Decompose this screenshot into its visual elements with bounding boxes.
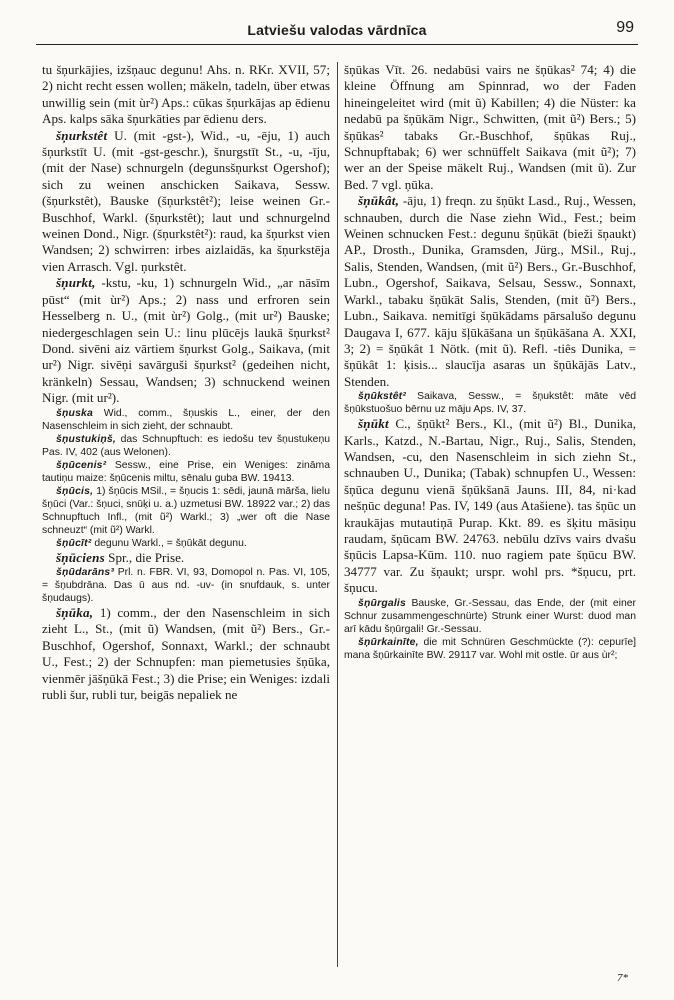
entry-text: Bauske, Gr.-Sessau, das Ende, der (mit einer Schnur zusammengeschnürte) Strunk einer Wurst: duod man arī kādu šņūrgali! Gr.-Sessau. <box>344 597 636 635</box>
entry-text: tu šņurkājies, izšņauc degunu! Ahs. n. RKr. XVII, 57; 2) nicht recht essen wollen; mäkeln, tadeln, über etwas unwillig sein (mit ùr²) Aps.: cūkas šņurkājas ap ēdienu Aps. kalps sāka šņurkāties par ēdienu ders. <box>42 62 330 127</box>
dictionary-entry <box>42 433 330 459</box>
dictionary-entry <box>42 485 330 537</box>
dictionary-title: Latviešu valodas vārdnīca <box>247 22 427 38</box>
entry-text: 1) comm., der den Nasenschleim in sich zieht L., St., (mit ũ) Wandsen, (mit ũ²) Bers., Gr.-Buschhof, Ogershof, Sonnaxt, Warkl.; der schnaubt U., Fest.; 2) der Schnupfen: man piemetusies šņūka, vienmēr jāšņūkā Fest.; 3) die Prise; ein Weniges: izdali rubli šur, rubli tur, beigās nepaliek ne <box>42 604 330 702</box>
entry-text: U. (mit -gst-), Wid., -u, -ēju, 1) auch šņurkstīt U. (mit -gst-geschr.), šnurgstīt St., -u, -īju, (mit der Nase) schnurgeln (degunsšņurkst Ogershof); sich zu weinen anschicken Saikava, Sessw. (šņurkstêt), Bauske (šņurkstêt²); leise weinen Gr.-Buschhof, Warkl. (šņurkstêt); laut und schnurgelnd weinen Dond., Nigr. (šņurkstêt²): raud, ka šņurkst vien Wandsen; 2) schwirren: irbes aizlaidās, ka šņurkstēja vien Arrasch. Vgl. ņurkstêt. <box>42 127 330 274</box>
dictionary-entry <box>344 636 636 662</box>
printer-signature: 7* <box>617 972 628 984</box>
entry-text: das Schnupftuch: es iedošu tev šņustukeņu Pas. IV, 402 (aus Welonen). <box>42 433 330 458</box>
entry-headword: šņūkât, <box>358 193 400 209</box>
entry-text: Sessw., eine Prise, ein Weniges: zināma tautiņu maize: šņūcenis miltu, sēnalu guba BW. 19413. <box>42 459 330 484</box>
entry-text: 1) šņūcis MSil., = šņucis 1: sēdi, jaunā mārša, lielu šņūci (Var.: šņuci, snūķi u. a.) uzmetusi BW. 18922 var.; 2) das Schnupftuch Infl., (mit ũ²) Warkl.; 3) „wer oft die Nase schneuzt“ (mit ũ²) Warkl. <box>42 485 330 536</box>
dictionary-entry <box>344 390 636 416</box>
entry-headword: šņustukiņš, <box>56 433 116 445</box>
page-header <box>36 16 638 45</box>
dictionary-entry <box>42 275 330 406</box>
entry-headword: šņūcenis² <box>56 459 107 471</box>
page-number: 99 <box>616 19 634 36</box>
left-column <box>42 62 330 703</box>
dictionary-entry <box>42 605 330 703</box>
entry-headword: šņūdarāns³ <box>56 566 115 578</box>
entry-text: degunu Warkl., = šņūkāt degunu. <box>91 537 247 549</box>
entry-headword: šņūka, <box>56 604 94 620</box>
entry-text: -kstu, -ku, 1) schnurgeln Wid., „ar nāsīm pūst“ (mit ùr²) Aps.; 2) nass und erfroren sein Hesselberg n. U., (mit ùr²) Golg., (mit ur²) Bauske; niedergeschlagen sein U.: linu plūcējs laukā šņurkst² Dond. sivēni aiz vārtiem šņurkst Golg., Saikava, (mit ur²) Nigr. sivēņi savārguši šņurkst² (gedeihen nicht, kränkeln) Sessau, Wandsen; 3) schnuckend weinen Nigr. (mit ur²). <box>42 275 330 406</box>
dictionary-entry <box>42 537 330 550</box>
dictionary-entry <box>42 566 330 605</box>
dictionary-entry <box>344 193 636 390</box>
entry-text: Saikava, Sessw., = šņukstêt: māte vēd šņūkstuošuo bērnu uz māju Aps. IV, 37. <box>344 391 636 416</box>
entry-text: Wid., comm., šņuskis L., einer, der den Nasenschleim in sich zieht, der schnaubt. <box>42 407 330 432</box>
entry-headword: šņurkstêt <box>56 127 108 143</box>
dictionary-entry <box>344 62 636 193</box>
entry-headword: šņūciens <box>56 549 105 565</box>
entry-text: -āju, 1) freqn. zu šņūkt Lasd., Ruj., Wessen, schnauben, durch die Nase ziehn Wid., Fest.; beim Weinen schnucken Fest.: degunu šņūkāt (bieži šņaukt) AP., Drosth., Dunika, Gramsden, Jürg., MSil., Ruj., Salis, Stenden, Wandsen, (mit ũ²) Bers., Gr.-Buschhof, Lubn., Ogershof, Saikava, Selsau, Sessw., Sonnaxt, Warkl., tabaku šņūkāt Salis, Stenden, (mit ũ²) Bers., Lubn., Saikava. nemitīgi šņūkādams pārsalušo degunu Daugava I, 677. kāju šļūkāšana un šņūkāšana A. XXI, 3; 2) = šņūkât 1 Nötk. (mit ũ). Refl. -tiês Dunika, = šņūkât 1: ķisis... slaucīja asaras un šņūkājās Latv., Stenden. <box>344 193 636 389</box>
entry-headword: šņurkt, <box>56 275 96 291</box>
entry-headword: šņūcis, <box>56 485 94 497</box>
entry-headword: šņūkstêt² <box>358 391 406 403</box>
entry-text: Prl. n. FBR. VI, 93, Domopol n. Pas. VI, 105, = šņubdrāna. Das ū aus nd. -uv- (in snufdauk, s. unter šņudaugs). <box>42 566 330 604</box>
entry-text: Spr., die Prise. <box>104 549 185 565</box>
entry-text: C., šņūkt² Bers., Kl., (mit ũ²) Bl., Dunika, Karls., Katzd., N.-Bartau, Nigr., Ruj., Salis, Stenden, Wandsen, -cu, den Nasenschleim in sich ziehn St., schnauben U., Dunika; (Tabak) schnupfen U., Wessen: šņūca degunu vienā šņūkšanā Jauns. III, 84, ni·kad nešņūc deguna! Pas. IV, 149 (aus Atašiene). tas šņūc un kraukājas mutautiņā Purap. Kkt. 89. es šķitu māsiņu raudam, šņūcam BW. 24763. nebūlu dzīvs vairs dvašu šņūcis Lapsa-Kūm. 110. nuo ragiem pate šņūcu BW. 34777 var. Zu šņaukt; urspr. wohl prs. *šņucu, prt. šņucu. <box>344 416 636 596</box>
entry-headword: šņūrgalis <box>358 597 406 609</box>
entry-headword: šņūcīt² <box>56 537 92 549</box>
dictionary-entry <box>42 550 330 566</box>
dictionary-entry <box>42 407 330 433</box>
entry-headword: šņūkt <box>358 416 389 432</box>
dictionary-entry <box>42 459 330 485</box>
entry-headword: šņūrkainīte, <box>358 636 419 648</box>
dictionary-entry <box>344 597 636 636</box>
right-column <box>344 62 636 662</box>
entry-text: šņūkas Vīt. 26. nedabūsi vairs ne šņūkas² 74; 4) die kleine Öffnung am Spinnrad, wo der Faden hineingeleitet wird (mit ũ) Kabillen; 4) die Nüster: ka nedabū pa šņūkām Nigr., Schwitten, (mit ũ²) Bers.; 5) šņūkas² tabaks Gr.-Buschhof, šņūkas Ruj., Schnupftabak; 6) wer schnüffelt Saikava (mit ũ²); 7) wer an der Speise mäkelt Ruj., Wandsen (mit ũ). Zur Bed. 7 vgl. ņūka. <box>344 62 636 192</box>
dictionary-entry <box>42 128 330 276</box>
column-divider <box>337 62 338 967</box>
entry-text: die mit Schnüren Geschmückte (?): cepurīe] mana šņūrkainīte BW. 29117 var. Wohl mit ostle. ūr aus ùr²; <box>344 636 636 661</box>
dictionary-entry <box>42 62 330 128</box>
entry-headword: šņuska <box>56 407 94 419</box>
dictionary-entry <box>344 416 636 596</box>
